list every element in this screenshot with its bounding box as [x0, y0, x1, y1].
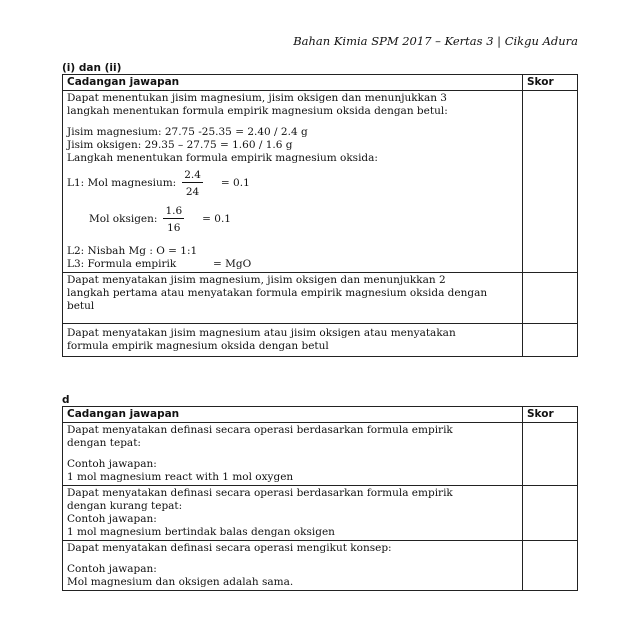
- fraction-oxygen: [163, 204, 184, 235]
- column-header-score: Skor: [523, 75, 578, 91]
- example-label: Contoh jawapan:: [67, 458, 157, 470]
- section-label-i-ii: (i) dan (ii): [62, 62, 122, 74]
- criteria-text: dengan tepat:: [67, 437, 141, 449]
- step-l1b-label: Mol oksigen:: [89, 212, 158, 225]
- fraction-magnesium: [182, 168, 203, 199]
- criteria-text: Dapat menyatakan definasi secara operasi berdasarkan formula empirik: [67, 487, 453, 499]
- column-header-answer: Cadangan jawapan: [63, 75, 523, 91]
- example-answer: 1 mol magnesium react with 1 mol oxygen: [67, 471, 294, 483]
- answer-cell: [63, 541, 523, 591]
- table-row: [63, 423, 578, 486]
- answer-cell: [63, 273, 523, 324]
- answer-cell: [63, 91, 523, 273]
- example-answer: Mol magnesium dan oksigen adalah sama.: [67, 576, 294, 588]
- criteria-text: langkah pertama atau menyatakan formula empirik magnesium oksida dengan: [67, 287, 488, 299]
- page-header: Bahan Kimia SPM 2017 – Kertas 3 | Cikgu Adura: [293, 34, 578, 48]
- column-header-answer: Cadangan jawapan: [63, 407, 523, 423]
- mass-magnesium: Jisim magnesium: 27.75 -25.35 = 2.40 / 2.4 g: [67, 126, 308, 138]
- criteria-text: Dapat menentukan jisim magnesium, jisim oksigen dan menunjukkan 3: [67, 92, 447, 104]
- answer-cell: [63, 423, 523, 486]
- score-cell: [523, 91, 578, 273]
- fraction-denominator: 24: [185, 185, 200, 198]
- step-l1b-result: = 0.1: [202, 212, 231, 225]
- criteria-text: Dapat menyatakan jisim magnesium atau jisim oksigen atau menyatakan: [67, 327, 456, 339]
- table-header-row: [63, 75, 578, 91]
- step-l3-label: L3: Formula empirik: [67, 258, 177, 270]
- fraction-numerator: 1.6: [165, 204, 183, 217]
- answer-cell: [63, 324, 523, 357]
- score-cell: [523, 423, 578, 486]
- step-l1-oxygen: [67, 201, 518, 237]
- step-l1-magnesium: [67, 165, 518, 201]
- example-label: Contoh jawapan:: [67, 513, 157, 525]
- table-row: [63, 91, 578, 273]
- step-l3: [67, 258, 518, 271]
- table-header-row: [63, 407, 578, 423]
- step-l3-value: = MgO: [213, 258, 252, 270]
- criteria-text: Dapat menyatakan definasi secara operasi berdasarkan formula empirik: [67, 424, 453, 436]
- example-label: Contoh jawapan:: [67, 563, 157, 575]
- criteria-text: Dapat menyatakan jisim magnesium, jisim oksigen dan menunjukkan 2: [67, 274, 446, 286]
- criteria-text: betul: [67, 300, 95, 312]
- section-label-d: d: [62, 394, 70, 406]
- step-l2: L2: Nisbah Mg : O = 1:1: [67, 245, 198, 257]
- step-l1-result: = 0.1: [220, 176, 250, 189]
- criteria-text: formula empirik magnesium oksida dengan betul: [67, 340, 329, 352]
- answer-cell: [63, 486, 523, 541]
- score-cell: [523, 273, 578, 324]
- score-cell: [523, 541, 578, 591]
- answer-table-d: [62, 406, 578, 591]
- table-row: [63, 324, 578, 357]
- steps-title: Langkah menentukan formula empirik magnesium oksida:: [67, 152, 378, 164]
- table-row: [63, 273, 578, 324]
- fraction-numerator: 2.4: [184, 168, 201, 181]
- mass-oxygen: Jisim oksigen: 29.35 – 27.75 = 1.60 / 1.6 g: [67, 139, 293, 151]
- step-l1-label: L1: Mol magnesium:: [67, 176, 177, 189]
- example-answer: 1 mol magnesium bertindak balas dengan oksigen: [67, 526, 335, 538]
- table-row: [63, 486, 578, 541]
- criteria-text: Dapat menyatakan definasi secara operasi mengikut konsep:: [67, 542, 392, 554]
- score-cell: [523, 324, 578, 357]
- fraction-denominator: 16: [167, 221, 181, 234]
- answer-table-i-ii: [62, 74, 578, 357]
- score-cell: [523, 486, 578, 541]
- criteria-text: langkah menentukan formula empirik magnesium oksida dengan betul:: [67, 105, 448, 117]
- table-row: [63, 541, 578, 591]
- criteria-text: dengan kurang tepat:: [67, 500, 183, 512]
- column-header-score: Skor: [523, 407, 578, 423]
